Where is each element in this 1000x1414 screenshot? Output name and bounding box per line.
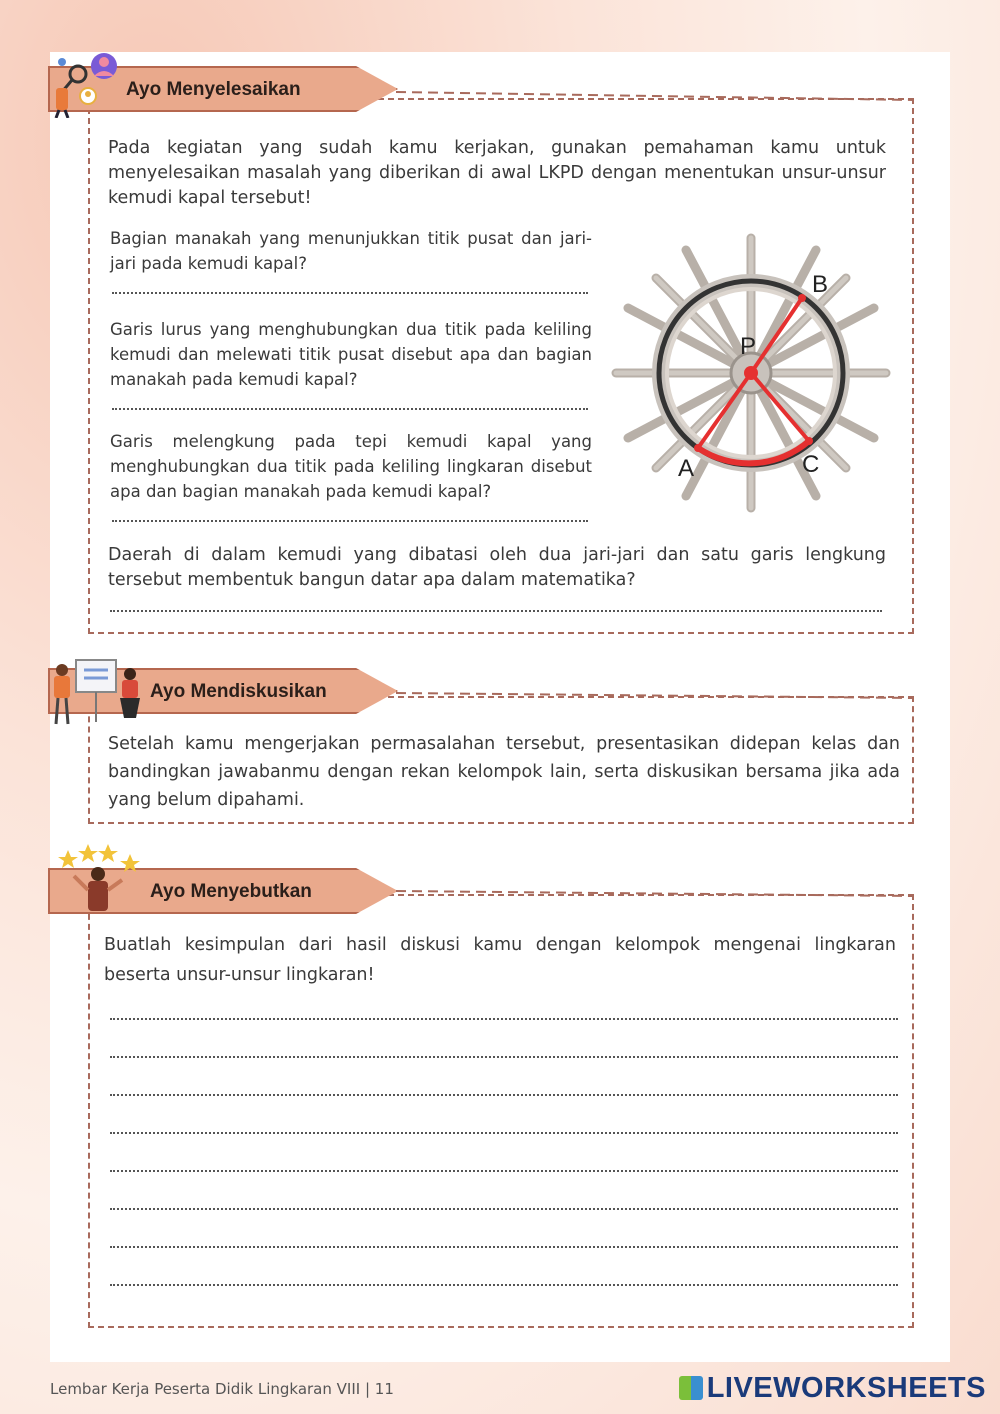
question-1: Bagian manakah yang menunjukkan titik pusat dan jari-jari pada kemudi kapal?	[110, 229, 592, 273]
banner-trail-line	[396, 88, 916, 128]
answer-line-4[interactable]	[110, 608, 882, 612]
label-a: A	[678, 455, 695, 482]
conclusion-line-5[interactable]	[110, 1168, 898, 1172]
question-2: Garis lurus yang menghubungkan dua titik pada keliling kemudi dan melewati titik pusat disebut apa dan bagian manakah pada kemudi kapal?	[110, 320, 592, 389]
section-title-mendiskusikan: Ayo Mendiskusikan	[150, 681, 327, 702]
conclusion-line-7[interactable]	[110, 1244, 898, 1248]
answer-line-1[interactable]	[112, 290, 588, 294]
question-3: Garis melengkung pada tepi kemudi kapal yang menghubungkan dua titik pada keliling lingkaran disebut apa dan bagian manakah pada kemudi kapal?	[110, 432, 592, 501]
star-person-icon	[50, 840, 146, 920]
brand-text: LIVEWORKSHEETS	[706, 1372, 986, 1404]
presentation-people-icon	[50, 656, 146, 726]
section-intro-menyebutkan: Buatlah kesimpulan dari hasil diskusi kamu dengan kelompok mengenai lingkaran beserta unsur-unsur lingkaran!	[104, 935, 896, 985]
liveworksheets-logo-icon	[679, 1376, 703, 1400]
conclusion-line-8[interactable]	[110, 1282, 898, 1286]
label-p: P	[740, 333, 757, 360]
label-b: B	[812, 271, 829, 298]
banner-trail-line	[396, 888, 916, 918]
answer-line-3[interactable]	[112, 518, 588, 522]
liveworksheets-brand[interactable]	[679, 1372, 986, 1405]
banner-trail-line	[396, 690, 916, 720]
ship-wheel-diagram	[606, 228, 896, 518]
question-4: Daerah di dalam kemudi yang dibatasi oleh dua jari-jari dan satu garis lengkung tersebut membentuk bangun datar apa dalam matematika?	[108, 545, 886, 590]
conclusion-line-3[interactable]	[110, 1092, 898, 1096]
label-c: C	[802, 451, 820, 478]
answer-line-2[interactable]	[112, 406, 588, 410]
section-intro-menyelesaikan: Pada kegiatan yang sudah kamu kerjakan, gunakan pemahaman kamu untuk menyelesaikan masalah yang diberikan di awal LKPD dengan menentukan unsur-unsur kemudi kapal tersebut!	[108, 138, 886, 208]
conclusion-line-1[interactable]	[110, 1016, 898, 1020]
conclusion-line-4[interactable]	[110, 1130, 898, 1134]
section-title-menyelesaikan: Ayo Menyelesaikan	[126, 79, 301, 100]
conclusion-line-2[interactable]	[110, 1054, 898, 1058]
conclusion-line-6[interactable]	[110, 1206, 898, 1210]
section-intro-mendiskusikan: Setelah kamu mengerjakan permasalahan tersebut, presentasikan didepan kelas dan bandingkan jawabanmu dengan rekan kelompok lain, serta diskusikan bersama jika ada yang belum dipahami.	[108, 734, 900, 810]
people-search-icon	[50, 52, 122, 118]
section-title-menyebutkan: Ayo Menyebutkan	[150, 881, 312, 902]
page-footer: Lembar Kerja Peserta Didik Lingkaran VIII | 11	[50, 1380, 394, 1398]
